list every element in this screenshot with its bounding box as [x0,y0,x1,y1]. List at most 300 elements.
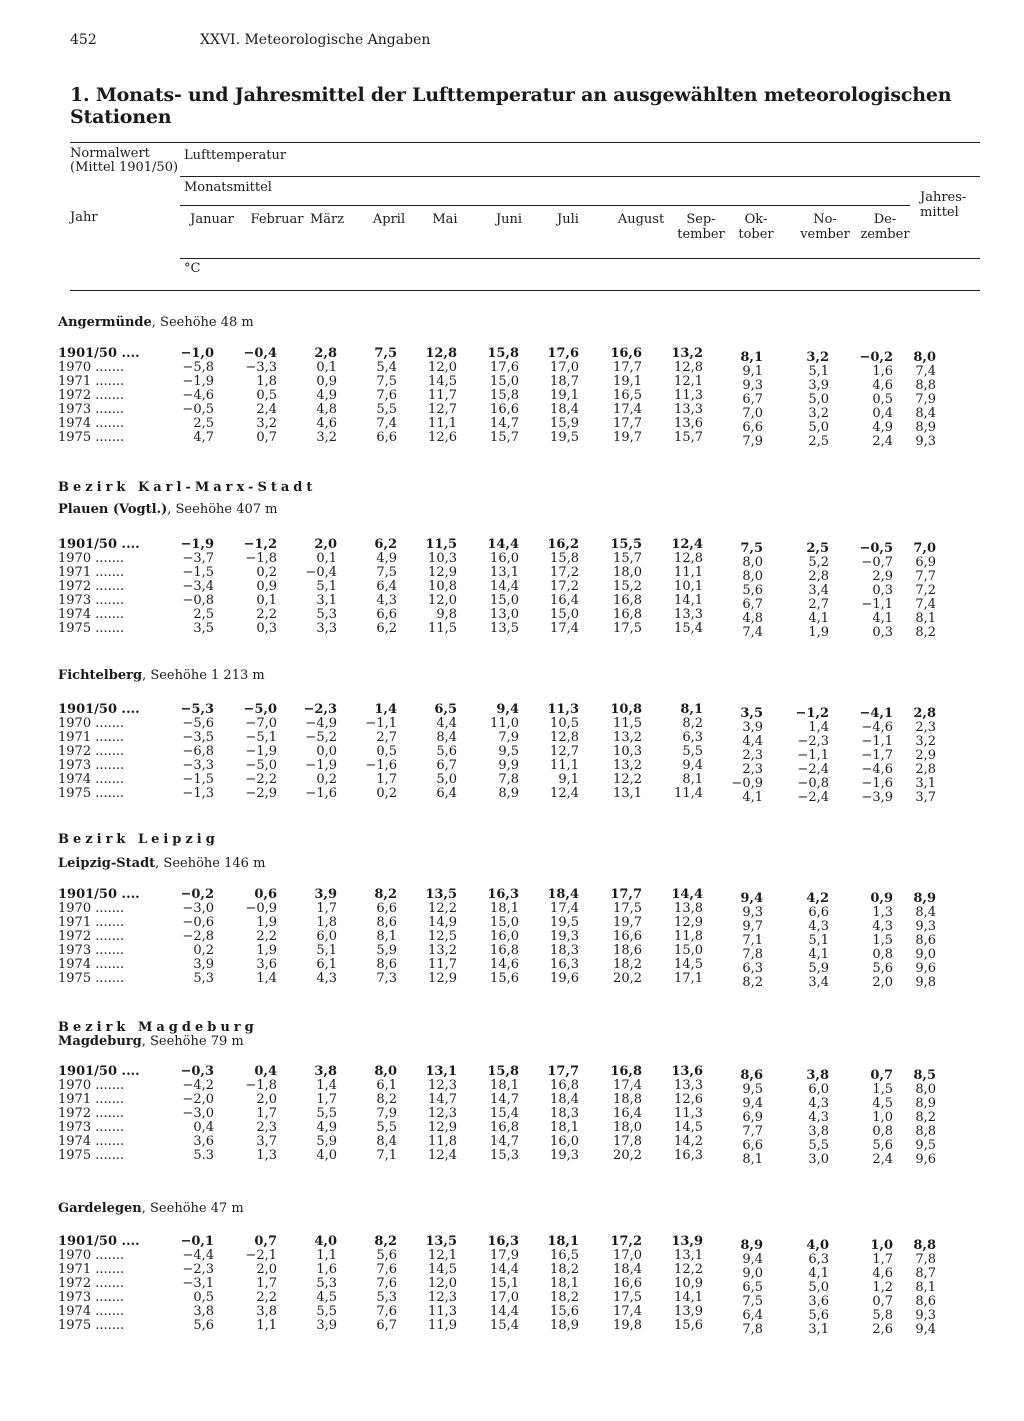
temperature-cell: −0,8 [182,593,214,608]
temperature-cell: 3,1 [808,1322,829,1337]
temperature-cell: 8,6 [376,957,397,972]
temperature-cell: 1,3 [256,1148,277,1163]
temperature-cell: 17,7 [613,360,642,375]
station-name: Fichtelberg [58,668,143,683]
station-heading [58,1034,244,1049]
annual-mean-cell: 8,4 [915,406,936,421]
temperature-cell: 2,3 [742,748,763,763]
temperature-cell: 19,7 [613,430,642,445]
temperature-cell: 1,6 [316,1262,337,1277]
temperature-cell: 1,4 [374,702,397,717]
temperature-cell: 14,9 [428,915,457,930]
temperature-cell: 4,0 [316,1148,337,1163]
temperature-cell: 0,1 [316,360,337,375]
temperature-cell: 12,4 [550,786,579,801]
temperature-cell: 14,4 [490,1262,519,1277]
temperature-cell: 0,2 [376,786,397,801]
temperature-cell: 7,5 [376,374,397,389]
temperature-cell: 2,5 [808,434,829,449]
temperature-cell: 11,3 [674,1106,703,1121]
temperature-cell: 12,8 [674,551,703,566]
temperature-cell: 15,6 [674,1318,703,1333]
station-name: Leipzig-Stadt [58,856,156,871]
temperature-cell: −1,7 [861,748,893,763]
annual-mean-cell: 7,4 [915,597,936,612]
header-jahresmittel-2: mittel [920,205,959,220]
temperature-cell: 1,7 [872,1252,893,1267]
year-label: 1971 ....... [58,915,125,930]
temperature-cell: 8,1 [680,702,703,717]
month-header: August [617,212,665,227]
temperature-cell: −7,0 [245,716,277,731]
temperature-cell: 15,8 [487,1064,519,1079]
temperature-cell: 1,4 [316,1078,337,1093]
temperature-cell: 7,4 [742,625,763,640]
temperature-cell: 7,9 [742,434,763,449]
temperature-cell: 15,2 [613,579,642,594]
temperature-cell: −0,5 [859,541,893,556]
year-label: 1971 ....... [58,1092,125,1107]
temperature-cell: 5,0 [808,420,829,435]
temperature-cell: 19,7 [613,915,642,930]
temperature-cell: 3,2 [256,416,277,431]
temperature-cell: 2,9 [872,569,893,584]
temperature-cell: −1,6 [861,776,893,791]
temperature-cell: −1,2 [243,537,277,552]
annual-mean-cell: 8,2 [915,625,936,640]
temperature-cell: −2,2 [245,772,277,787]
temperature-cell: 5,3 [193,971,214,986]
temperature-cell: 1,7 [376,772,397,787]
temperature-cell: 11,3 [674,388,703,403]
temperature-cell: 16,8 [610,1064,642,1079]
temperature-cell: 0,5 [376,744,397,759]
temperature-cell: 12,8 [425,346,457,361]
page-number: 452 [70,32,97,48]
temperature-cell: 16,0 [490,929,519,944]
year-label: 1975 ....... [58,1318,125,1333]
temperature-cell: 3,4 [808,583,829,598]
temperature-cell: 18,0 [613,565,642,580]
temperature-cell: 16,0 [490,551,519,566]
temperature-cell: 15,9 [550,416,579,431]
temperature-cell: 7,1 [742,933,763,948]
temperature-cell: 8,0 [742,569,763,584]
temperature-cell: 1,9 [256,943,277,958]
temperature-cell: 4,1 [872,611,893,626]
temperature-cell: 19,3 [550,1148,579,1163]
temperature-cell: 6,3 [682,730,703,745]
month-header: Ok- [744,212,768,227]
annual-mean-cell: 8,5 [913,1068,936,1083]
temperature-cell: 18,2 [613,957,642,972]
temperature-cell: 18,4 [550,1092,579,1107]
temperature-cell: 13,9 [671,1234,703,1249]
temperature-cell: 12,1 [674,374,703,389]
temperature-cell: 4,8 [316,402,337,417]
temperature-cell: −1,5 [182,772,214,787]
chapter-title: XXVI. Meteorologische Angaben [200,32,431,48]
temperature-cell: −1,0 [180,346,214,361]
year-label: 1975 ....... [58,621,125,636]
header-lufttemperatur: Lufttemperatur [184,148,287,163]
temperature-cell: 5,6 [872,961,893,976]
temperature-cell: 15,7 [490,430,519,445]
temperature-cell: 17,2 [550,579,579,594]
temperature-cell: 17,4 [550,621,579,636]
temperature-cell: 14,2 [674,1134,703,1149]
year-label: 1901/50 .... [58,1234,140,1249]
temperature-cell: 11,3 [428,1304,457,1319]
temperature-cell: 11,0 [490,716,519,731]
temperature-cell: −1,8 [245,551,277,566]
temperature-cell: 5,1 [808,933,829,948]
temperature-cell: 9,9 [498,758,519,773]
temperature-cell: 17,7 [610,887,642,902]
temperature-cell: −4,1 [859,706,893,721]
temperature-cell: 5,0 [808,1280,829,1295]
annual-mean-cell: 8,4 [915,905,936,920]
month-header: tember [677,227,725,242]
temperature-cell: −5,0 [243,702,277,717]
temperature-cell: 16,5 [550,1248,579,1263]
year-label: 1975 ....... [58,430,125,445]
temperature-cell: 1,4 [808,720,829,735]
temperature-cell: −4,4 [182,1248,214,1263]
month-header: Sep- [686,212,716,227]
temperature-cell: 10,9 [674,1276,703,1291]
temperature-cell: 3,9 [193,957,214,972]
year-label: 1975 ....... [58,786,125,801]
temperature-cell: 6,7 [742,597,763,612]
year-label: 1970 ....... [58,360,125,375]
year-label: 1901/50 .... [58,1064,140,1079]
temperature-cell: 5,6 [376,1248,397,1263]
temperature-cell: 1,5 [872,1082,893,1097]
temperature-cell: 4,1 [808,947,829,962]
temperature-cell: 4,1 [808,611,829,626]
temperature-cell: 19,3 [550,929,579,944]
temperature-cell: 15,7 [674,430,703,445]
temperature-cell: −2,9 [245,786,277,801]
temperature-cell: 0,7 [870,1068,893,1083]
temperature-cell: 8,0 [374,1064,397,1079]
month-header: April [372,212,406,227]
temperature-cell: 14,1 [674,593,703,608]
temperature-cell: 13,2 [671,346,703,361]
temperature-cell: −2,4 [797,790,829,805]
station-heading [58,856,265,871]
temperature-cell: 18,7 [550,374,579,389]
temperature-cell: 5.3 [193,1148,214,1163]
temperature-cell: −3,1 [182,1276,214,1291]
temperature-cell: −3,7 [182,551,214,566]
temperature-cell: 12,1 [428,1248,457,1263]
year-label: 1974 ....... [58,1134,125,1149]
temperature-cell: 3,5 [193,621,214,636]
header-normalwert: Normalwert [70,146,150,161]
temperature-cell: 1,9 [808,625,829,640]
temperature-cell: 11,7 [428,388,457,403]
temperature-cell: 13,0 [490,607,519,622]
temperature-cell: −4,6 [861,762,893,777]
temperature-cell: 15,4 [490,1106,519,1121]
temperature-cell: 6,6 [376,901,397,916]
temperature-cell: 1,2 [872,1280,893,1295]
station-elevation: , Seehöhe 146 m [155,856,266,871]
temperature-cell: 15,0 [550,607,579,622]
annual-mean-cell: 2,9 [915,748,936,763]
annual-mean-cell: 6,9 [915,555,936,570]
temperature-cell: 17,6 [547,346,579,361]
temperature-cell: 3,6 [193,1134,214,1149]
station-name: Gardelegen [58,1201,142,1216]
temperature-cell: 3,6 [808,1294,829,1309]
temperature-cell: 4,5 [872,1096,893,1111]
temperature-cell: 6,6 [376,430,397,445]
temperature-cell: 6,4 [742,1308,763,1323]
year-label: 1970 ....... [58,716,125,731]
month-header: Februar [250,212,304,227]
temperature-cell: 15,8 [487,346,519,361]
header-jahr: Jahr [70,210,98,225]
temperature-cell: 11,5 [613,716,642,731]
station-heading [58,315,254,330]
month-header: tober [738,227,774,242]
temperature-cell: 4,7 [193,430,214,445]
temperature-cell: −0,9 [731,776,763,791]
annual-mean-cell: 9,8 [915,975,936,990]
station-elevation: , Seehöhe 1 213 m [142,668,265,683]
year-label: 1901/50 .... [58,887,140,902]
temperature-cell: 0,7 [256,430,277,445]
temperature-cell: 0,6 [254,887,277,902]
temperature-cell: 6,4 [376,579,397,594]
temperature-cell: −3,0 [182,1106,214,1121]
temperature-cell: 5,1 [316,579,337,594]
station-heading [58,1201,244,1216]
year-label: 1974 ....... [58,607,125,622]
temperature-cell: 18,2 [550,1262,579,1277]
temperature-cell: 4,3 [316,971,337,986]
temperature-cell: −1,1 [861,734,893,749]
temperature-cell: 0,9 [316,374,337,389]
temperature-cell: 12,9 [428,565,457,580]
temperature-cell: 5,6 [872,1138,893,1153]
temperature-cell: 17,0 [490,1290,519,1305]
temperature-cell: 6,5 [434,702,457,717]
year-label: 1973 ....... [58,943,125,958]
temperature-cell: 4,3 [376,593,397,608]
temperature-cell: 0,9 [256,579,277,594]
temperature-cell: 11,1 [674,565,703,580]
temperature-cell: −4,9 [305,716,337,731]
year-label: 1974 ....... [58,772,125,787]
annual-mean-cell: 8,9 [913,891,936,906]
annual-mean-cell: 8,1 [915,611,936,626]
temperature-cell: 16,6 [610,346,642,361]
year-label: 1974 ....... [58,416,125,431]
temperature-cell: 7,1 [376,1148,397,1163]
header-rule-bottom [70,290,980,291]
temperature-cell: 18,0 [613,1120,642,1135]
temperature-cell: −5,8 [182,360,214,375]
temperature-cell: −1,5 [182,565,214,580]
station-heading [58,502,278,517]
temperature-cell: 6,6 [808,905,829,920]
year-label: 1971 ....... [58,1262,125,1277]
temperature-cell: 2,8 [314,346,337,361]
year-label: 1901/50 .... [58,702,140,717]
temperature-cell: 17,2 [550,565,579,580]
temperature-cell: 17,2 [610,1234,642,1249]
year-label: 1975 ....... [58,971,125,986]
temperature-cell: 0,8 [872,947,893,962]
annual-mean-cell: 2,3 [915,720,936,735]
temperature-cell: −1,6 [365,758,397,773]
temperature-cell: 16,8 [490,943,519,958]
temperature-cell: 12,9 [428,971,457,986]
temperature-cell: 4,5 [316,1290,337,1305]
temperature-cell: 12,8 [674,360,703,375]
temperature-cell: −5,6 [182,716,214,731]
temperature-cell: 7,4 [376,416,397,431]
temperature-cell: 8,9 [498,786,519,801]
temperature-cell: 4,6 [872,1266,893,1281]
temperature-cell: 15,8 [490,388,519,403]
temperature-cell: 6,2 [376,621,397,636]
temperature-cell: 5,6 [436,744,457,759]
temperature-cell: 18,3 [550,943,579,958]
year-label: 1970 ....... [58,1248,125,1263]
temperature-cell: 4,3 [808,1110,829,1125]
header-rule-months [180,205,910,206]
temperature-cell: 14,7 [428,1092,457,1107]
temperature-cell: 13,2 [613,730,642,745]
year-label: 1973 ....... [58,758,125,773]
temperature-cell: 12,6 [428,430,457,445]
temperature-cell: 17,5 [613,621,642,636]
temperature-cell: −3,3 [182,758,214,773]
temperature-cell: 3,9 [316,1318,337,1333]
temperature-cell: 0,4 [193,1120,214,1135]
temperature-cell: 15,4 [674,621,703,636]
temperature-cell: 15,6 [490,971,519,986]
temperature-cell: −0,3 [180,1064,214,1079]
station-elevation: , Seehöhe 79 m [141,1034,244,1049]
temperature-cell: 17,0 [550,360,579,375]
temperature-cell: 11,8 [428,1134,457,1149]
temperature-cell: 4,9 [316,1120,337,1135]
temperature-cell: 17,5 [613,901,642,916]
annual-mean-cell: 8,1 [915,1280,936,1295]
temperature-cell: 2,0 [314,537,337,552]
temperature-cell: 2,0 [256,1092,277,1107]
annual-mean-cell: 7,4 [915,364,936,379]
header-rule-monatsmittel [180,176,980,177]
annual-mean-cell: 7,9 [915,392,936,407]
temperature-cell: 3,9 [808,378,829,393]
year-label: 1972 ....... [58,1276,125,1291]
temperature-cell: 1,8 [316,915,337,930]
temperature-cell: 0,2 [316,772,337,787]
temperature-cell: 5,5 [376,402,397,417]
temperature-cell: 13,6 [671,1064,703,1079]
temperature-cell: 19,6 [550,971,579,986]
temperature-cell: 1,0 [872,1110,893,1125]
header-jahresmittel-1: Jahres- [920,190,967,205]
temperature-cell: 3,8 [808,1124,829,1139]
temperature-cell: 7,6 [376,1262,397,1277]
year-label: 1970 ....... [58,551,125,566]
temperature-cell: −1,1 [797,748,829,763]
temperature-cell: −3,4 [182,579,214,594]
temperature-cell: 5,9 [376,943,397,958]
temperature-cell: 8,2 [742,975,763,990]
temperature-cell: 3,8 [256,1304,277,1319]
temperature-cell: 10,8 [610,702,642,717]
temperature-cell: 7,8 [742,1322,763,1337]
temperature-cell: 5,6 [742,583,763,598]
temperature-cell: 5,5 [682,744,703,759]
temperature-cell: −5,1 [245,730,277,745]
temperature-cell: 7,8 [742,947,763,962]
temperature-cell: 5,5 [316,1106,337,1121]
temperature-cell: 0,1 [316,551,337,566]
temperature-cell: 15,1 [490,1276,519,1291]
year-label: 1970 ....... [58,901,125,916]
temperature-cell: 0,2 [193,943,214,958]
temperature-cell: 0,3 [256,621,277,636]
temperature-cell: 18,1 [490,1078,519,1093]
temperature-cell: 3,8 [806,1068,829,1083]
temperature-cell: 1,7 [256,1106,277,1121]
temperature-cell: −3,9 [861,790,893,805]
station-heading [58,668,265,683]
temperature-cell: 12,7 [550,744,579,759]
temperature-cell: −3,0 [182,901,214,916]
year-label: 1973 ....... [58,593,125,608]
temperature-cell: 0,1 [256,593,277,608]
temperature-cell: 2,8 [808,569,829,584]
temperature-cell: 1,7 [256,1276,277,1291]
temperature-cell: −0,9 [245,901,277,916]
temperature-cell: 9,3 [742,905,763,920]
temperature-cell: 14,5 [428,374,457,389]
annual-mean-cell: 8,0 [915,1082,936,1097]
temperature-cell: 6,6 [376,607,397,622]
temperature-cell: 4,1 [808,1266,829,1281]
temperature-cell: 2,5 [806,541,829,556]
annual-mean-cell: 9,3 [915,919,936,934]
temperature-cell: −1,9 [182,374,214,389]
temperature-cell: 0,8 [872,1124,893,1139]
temperature-cell: 19,1 [613,374,642,389]
temperature-cell: 5,4 [376,360,397,375]
annual-mean-cell: 8,9 [915,420,936,435]
temperature-cell: 1,8 [256,374,277,389]
temperature-cell: 9,4 [742,1252,763,1267]
temperature-cell: 16,3 [674,1148,703,1163]
temperature-cell: 0,5 [256,388,277,403]
temperature-cell: 15,0 [490,593,519,608]
temperature-cell: 17,7 [547,1064,579,1079]
temperature-cell: 12,9 [428,1120,457,1135]
year-label: 1901/50 .... [58,537,140,552]
annual-mean-cell: 2,8 [915,762,936,777]
annual-mean-cell: 7,8 [915,1252,936,1267]
temperature-cell: 2,2 [256,1290,277,1305]
